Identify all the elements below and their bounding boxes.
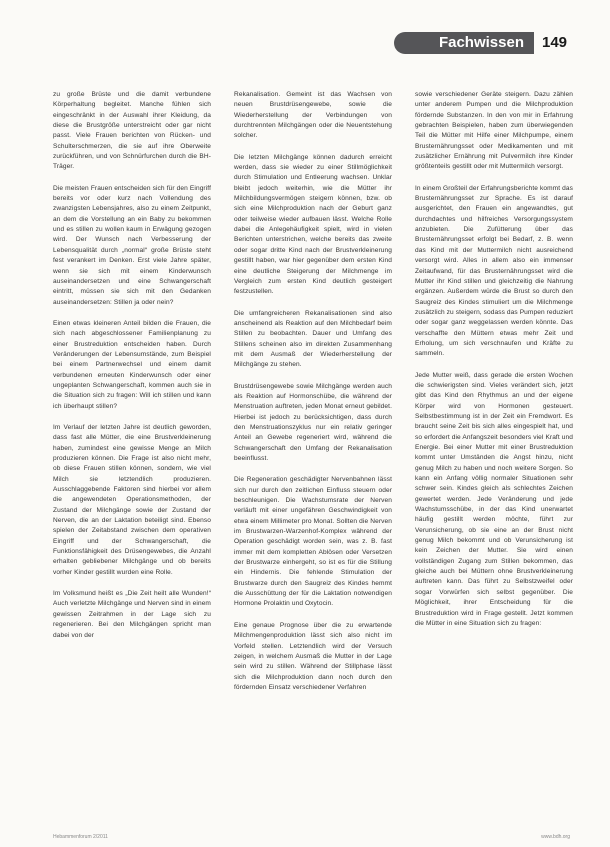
paragraph: Die umfangreicheren Rekanalisationen sind also anscheinend als Reaktion auf den Milchbedarf beim Stillen zu beobachten. Dauer und Umfang des Stillens scheinen also im direkten Zusammenhang mit dem Ausmaß der Wiederherstellung der Milchgänge zu stehen. xyxy=(234,309,392,369)
section-header-tab: Fachwissen xyxy=(394,32,534,54)
paragraph: Eine genaue Prognose über die zu erwartende Milchmengenproduktion lässt sich also nicht im Vorfeld stellen. Letztendlich wird der Versuch zeigen, in welchem Ausmaß die Mutter in der Lage sein wird zu stillen. Während der Stillphase lässt sich die Milchproduktion dann noch durch den fördernden Einsatz verschiedener Verfahren xyxy=(234,621,392,691)
page-number: 149 xyxy=(542,34,568,51)
paragraph: Die Regeneration geschädigter Nervenbahnen lässt sich nur durch den zeitlichen Einfluss steuern oder beschleunigen. Die Wachstumsrate der Nerven verläuft mit einer ungefähren Geschwindigkeit von etwa einem Millimeter pro Monat. Sollten die Nerven im Brustwarzen-Warzenhof-Komplex während der Operation geschädigt worden sein, was z. B. fast immer mit dem kompletten Ablösen oder Versetzen der Brustwarze einhergeht, so ist es für die Stillung ein Hindernis. Die fehlende Stimulation der Brustwarze durch den Saugreiz des Kindes hemmt die Ausschüttung der für die Laktation notwendigen Hormone Prolaktin und Oxytocin. xyxy=(234,476,392,608)
footer-url: www.bdh.org xyxy=(541,834,570,840)
text-column-3 xyxy=(415,90,573,830)
text-column-1 xyxy=(53,90,211,830)
paragraph: Im Volksmund heißt es „Die Zeit heilt alle Wunden!“ Auch verletzte Milchgänge und Nerven sind in einem gewissen Zeitrahmen in der Lage sich zu regenerieren. Bei den Milchgängen spricht man dabei von der xyxy=(53,590,211,639)
paragraph: zu große Brüste und die damit verbundene Körperhaltung begleitet. Manche fühlen sich eingeschränkt in der Auswahl ihrer Kleidung, da diese die Brustgröße unterstreicht oder gar nicht passt. Viele Frauen berichten von Rücken- und Schulterschmerzen, die sie auf ihre Oberweite zurückführen, und von Schnürfurchen durch die BH-Träger. xyxy=(53,91,211,171)
footer-publication: Hebammenforum 2/2011 xyxy=(53,834,108,840)
paragraph: Einen etwas kleineren Anteil bilden die Frauen, die sich nach abgeschlossener Familienplanung zu einer Brustreduktion entscheiden haben. Durch Veränderungen der Lebensumstände, zum Beispiel bei einem Partnerwechsel und einem damit verbundenen erneuten Kinderwunsch oder einer ungeplanten Schwangerschaft, kommen auch sie in die Situation sich zu fragen: Will ich stillen und kann ich überhaupt stillen? xyxy=(53,319,211,410)
paragraph: In einem Großteil der Erfahrungsberichte kommt das Brusternährungsset zur Sprache. Es ist darauf ausgerichtet, den Frauen ein angewandtes, gut durchdachtes und hilfreiches Versorgungssystem anzubieten. Die Zufütterung über das Brusternährungsset erfolgt bei Bedarf, z. B. wenn das Kind mit der Muttermilch nicht ausreichend versorgt wird. Alles in allem also ein immenser Zeitaufwand, für das Brusternährungsset wird die Mutter ihr Kind stillen und gleichzeitig die Nahrung ergänzen. Außerdem würde die Brust so durch den Saugreiz des Kindes stimuliert um die Milchmenge zusätzlich zu steigern, sodass das Pumpen reduziert oder sogar ganz weggelassen werden könnte. Das verschaffte den Müttern etwas mehr Zeit und Erholung, um sich verschnaufen und Kräfte zu sammeln. xyxy=(415,184,573,358)
paragraph: Die letzten Milchgänge können dadurch erreicht werden, dass sie wieder zu einer Stillmöglichkeit durch Stimulation und Entleerung wachsen. Unklar bleibt jedoch weiterhin, wie die Mütter ihr Milchbildungsvermögen steigern können, bzw. ob sich eine Milchproduktion nach der Geburt ganz oder teilweise wieder aufbauen lässt. Welche Rolle dabei die Anlegehäufigkeit spielt, wird in vielen Berichten unterstrichen, welche bereits das zweite oder sogar dritte Kind nach der Brustverkleinerung gestillt haben, war hier gegenüber dem ersten Kind eine deutliche Steigerung der Milchmenge im Vergleich zum ersten Kind deutlich gesteigert festzustellen. xyxy=(234,153,392,296)
text-columns xyxy=(53,90,573,830)
paragraph: Rekanalisation. Gemeint ist das Wachsen von neuen Brustdrüsengewebe, sowie die Wiederherstellung der Verbindungen von durchtrennten Milchgängen oder die Neuentstehung solcher. xyxy=(234,91,392,140)
paragraph: sowie verschiedener Geräte steigern. Dazu zählen unter anderem Pumpen und die Milchproduktion fördernde Substanzen. In den von mir in Erfahrung gebrachten Beispielen, haben zum überwiegenden Teil die Mütter mit Hilfe einer Milchpumpe, einem Brusternährungsset oder Medikamenten und mit zusätzlicher Ernährung mit Pulvermilch ihre Kinder größtenteils gestillt oder mit Muttermilch versorgt. xyxy=(415,91,573,171)
text-column-2 xyxy=(234,90,392,830)
paragraph: Jede Mutter weiß, dass gerade die ersten Wochen die schwierigsten sind. Vieles verändert sich, jetzt gibt das Kind den Rhythmus an und der eigene Körper wird von Hormonen gesteuert. Selbstbestimmung ist in der Zeit ein Fremdwort. Es braucht seine Zeit bis sich alles eingespielt hat, und so erfordert die Anfangszeit besonders viel Kraft und Energie. Bei einer Mutter mit einer Brustreduktion kommt unter Umständen die Angst hinzu, nicht genug Milch zu haben und noch weitere Sorgen. So kann ein Anfang völlig normaler Situationen sehr schwer sein. Kindes gleich als schlechtes Zeichen gewertet werden. Jede Veränderung und jede Wachstumsschübe, in der das Kind unerwartet häufig gestillt werden möchte, führt zur Verunsicherung, ob sie eine an der Brust nicht genug Milch bekommt und ob Verunsicherung ist kein Zeichen der Mutter. Sie wird einen vollständigen Zugang zum Stillen bekommen, das gleiche auch bei Müttern ohne Brustverkleinerung auftreten kann. Das führt zu Selbstzweifel oder sogar Vorwürfen sich selbst gegenüber. Die Möglichkeit, ihrer Entscheidung für die Brustreduktion wird in Frage gestellt. Jetzt kommen die Mütter in eine Situation sich zu fragen: xyxy=(415,371,573,627)
paragraph: Die meisten Frauen entscheiden sich für den Eingriff bereits vor oder kurz nach Vollendung des zwanzigsten Lebensjahres, also zu einem Zeitpunkt, an dem die Vorstellung an ein Baby zu bekommen und es stillen zu wollen kaum in Erwägung gezogen wird. Der Wunsch nach Verbesserung der Lebensqualität durch „normal“ große Brüste steht fest verankert im Denken. Erst viele Jahre später, wenn sie sich mit einem Kinderwunsch auseinandersetzen und eine Schwangerschaft eintritt, müssen sie sich mit den Gedanken auseinandersetzen: Stillen ja oder nein? xyxy=(53,184,211,306)
paragraph: Im Verlauf der letzten Jahre ist deutlich geworden, dass fast alle Mütter, die eine Brustverkleinerung haben, zumindest eine gewisse Menge an Milch produzieren können. Die Frage ist also nicht mehr, ob diese Frauen stillen können, sondern, wie viel Milch sie letztendlich produzieren. Ausschlaggebende Faktoren sind hierbei vor allem die angewendeten Operationsmethoden, der Zustand der Milchgänge sowie der Zustand der Nerven, die an der Laktation beteiligt sind. Ebenso spielen der Zeitabstand zwischen dem operativen Eingriff und der Schwangerschaft, die Funktionsfähigkeit des Drüsengewebes, die Anzahl erhalten gebliebener Milchgänge und ob bereits vorher Kinder gestillt wurden eine Rolle. xyxy=(53,423,211,576)
paragraph: Brustdrüsengewebe sowie Milchgänge werden auch als Reaktion auf Hormonschübe, die während der Menstruation auftreten, jeden Monat erneut gebildet. Hierbei ist jedoch zu berücksichtigen, dass durch den Menstruationszyklus nur ein relativ geringer Anteil an Gewebe regeneriert wird, während die Schwangerschaft den Umfang der Rekanalisation beeinflusst. xyxy=(234,382,392,462)
